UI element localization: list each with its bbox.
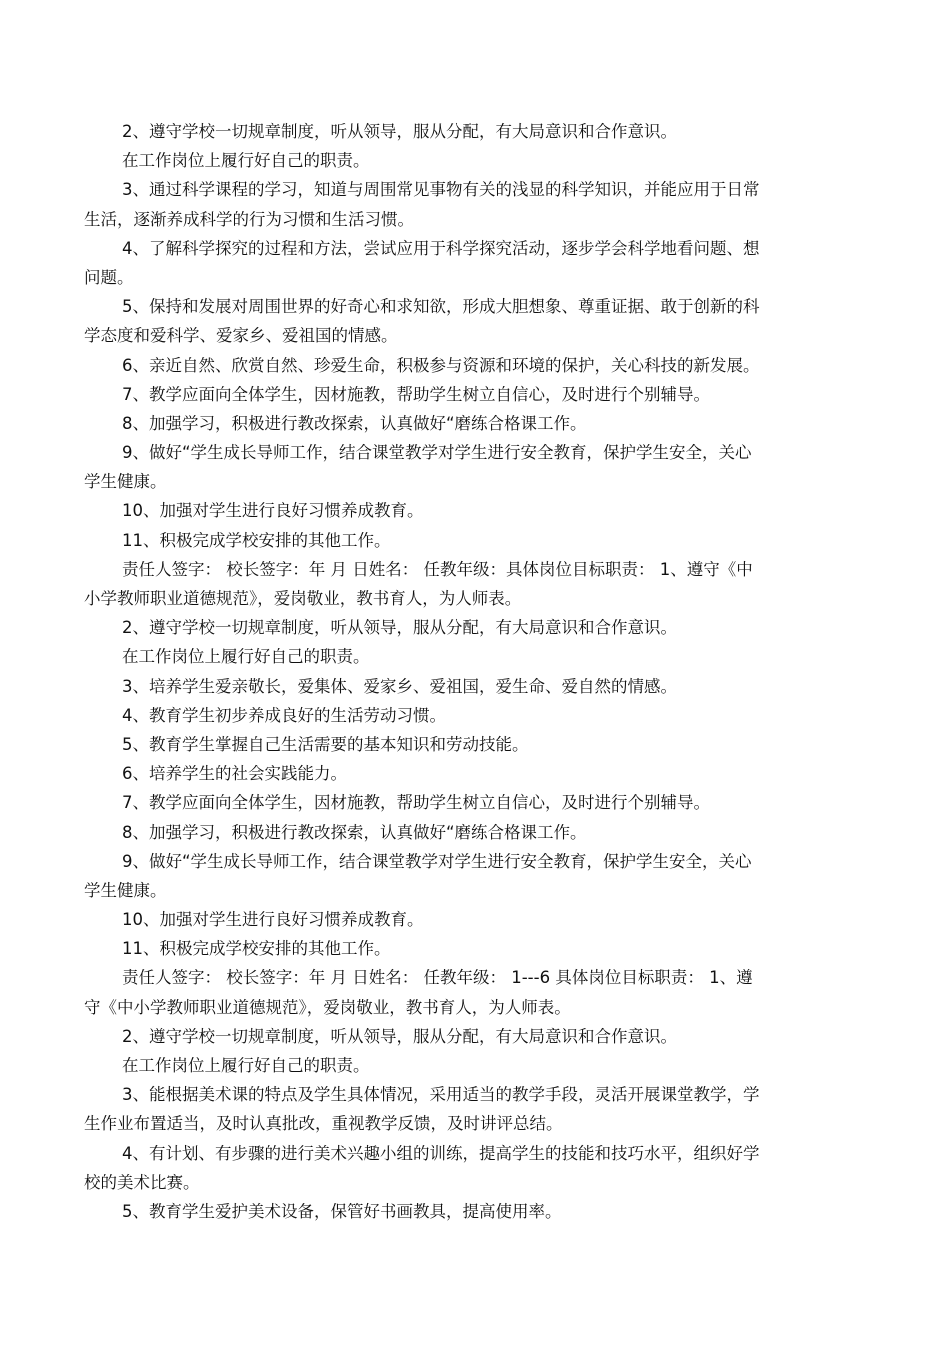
paragraph-continuation-line: 守《中小学教师职业道德规范》，爱岗敬业，教书育人，为人师表。 [84, 997, 571, 1017]
paragraph-line: 9、做好“学生成长导师工作，结合课堂教学对学生进行安全教育，保护学生安全，关心 [122, 443, 752, 463]
paragraph-continuation-line: 校的美术比赛。 [84, 1172, 200, 1192]
paragraph-continuation-line: 学生健康。 [84, 880, 167, 900]
paragraph-line: 6、亲近自然、欣赏自然、珍爱生命，积极参与资源和环境的保护，关心科技的新发展。 [122, 355, 760, 375]
paragraph-line: 5、教育学生掌握自己生活需要的基本知识和劳动技能。 [122, 734, 529, 754]
paragraph-line: 2、遵守学校一切规章制度，听从领导，服从分配，有大局意识和合作意识。 [122, 618, 677, 638]
paragraph-line: 11、积极完成学校安排的其他工作。 [122, 939, 391, 959]
paragraph-line: 3、通过科学课程的学习，知道与周围常见事物有关的浅显的科学知识，并能应用于日常 [122, 180, 760, 200]
paragraph-line: 9、做好“学生成长导师工作，结合课堂教学对学生进行安全教育，保护学生安全，关心 [122, 851, 752, 871]
paragraph-line: 7、教学应面向全体学生，因材施教，帮助学生树立自信心，及时进行个别辅导。 [122, 384, 710, 404]
paragraph-line: 8、加强学习，积极进行教改探索，认真做好“磨练合格课工作。 [122, 822, 587, 842]
paragraph-line: 3、培养学生爱亲敬长，爱集体、爱家乡、爱祖国，爱生命、爱自然的情感。 [122, 676, 677, 696]
paragraph-line: 6、培养学生的社会实践能力。 [122, 764, 347, 784]
paragraph-line: 2、遵守学校一切规章制度，听从领导，服从分配，有大局意识和合作意识。 [122, 122, 677, 141]
paragraph-line: 在工作岗位上履行好自己的职责。 [122, 1056, 370, 1075]
paragraph-line: 3、能根据美术课的特点及学生具体情况，采用适当的教学手段，灵活开展课堂教学，学 [122, 1085, 760, 1105]
paragraph-continuation-line: 问题。 [84, 267, 134, 287]
paragraph-line: 10、加强对学生进行良好习惯养成教育。 [122, 501, 424, 521]
paragraph-continuation-line: 学生健康。 [84, 472, 167, 492]
paragraph-line: 5、保持和发展对周围世界的好奇心和求知欲，形成大胆想象、尊重证据、敢于创新的科 [122, 297, 760, 317]
paragraph-line: 2、遵守学校一切规章制度，听从领导，服从分配，有大局意识和合作意识。 [122, 1026, 677, 1046]
paragraph-line: 4、了解科学探究的过程和方法，尝试应用于科学探究活动，逐步学会科学地看问题、想 [122, 238, 760, 258]
paragraph-line: 8、加强学习，积极进行教改探索，认真做好“磨练合格课工作。 [122, 413, 587, 433]
paragraph-continuation-line: 生活，逐渐养成科学的行为习惯和生活习惯。 [84, 209, 414, 229]
paragraph-line: 责任人签字： 校长签字：年 月 日姓名： 任教年级：具体岗位目标职责： 1、遵守《中 [122, 559, 753, 579]
paragraph-line: 在工作岗位上履行好自己的职责。 [122, 151, 370, 171]
paragraph-continuation-line: 小学教师职业道德规范》，爱岗敬业，教书育人，为人师表。 [84, 589, 522, 608]
paragraph-line: 责任人签字： 校长签字：年 月 日姓名： 任教年级： 1---6 具体岗位目标职责： 1、遵 [122, 968, 753, 988]
paragraph-line: 7、教学应面向全体学生，因材施教，帮助学生树立自信心，及时进行个别辅导。 [122, 793, 710, 813]
paragraph-line: 4、有计划、有步骤的进行美术兴趣小组的训练，提高学生的技能和技巧水平，组织好学 [122, 1143, 760, 1163]
paragraph-continuation-line: 学态度和爱科学、爱家乡、爱祖国的情感。 [84, 326, 398, 346]
document-body [0, 117, 950, 1226]
paragraph-line: 10、加强对学生进行良好习惯养成教育。 [122, 910, 424, 930]
paragraph-continuation-line: 生作业布置适当，及时认真批改，重视教学反馈，及时讲评总结。 [84, 1114, 563, 1134]
paragraph-line: 11、积极完成学校安排的其他工作。 [122, 530, 391, 550]
paragraph-line: 5、教育学生爱护美术设备，保管好书画教具，提高使用率。 [122, 1201, 562, 1221]
paragraph-line: 4、教育学生初步养成良好的生活劳动习惯。 [122, 705, 446, 725]
paragraph-line: 在工作岗位上履行好自己的职责。 [122, 647, 370, 667]
